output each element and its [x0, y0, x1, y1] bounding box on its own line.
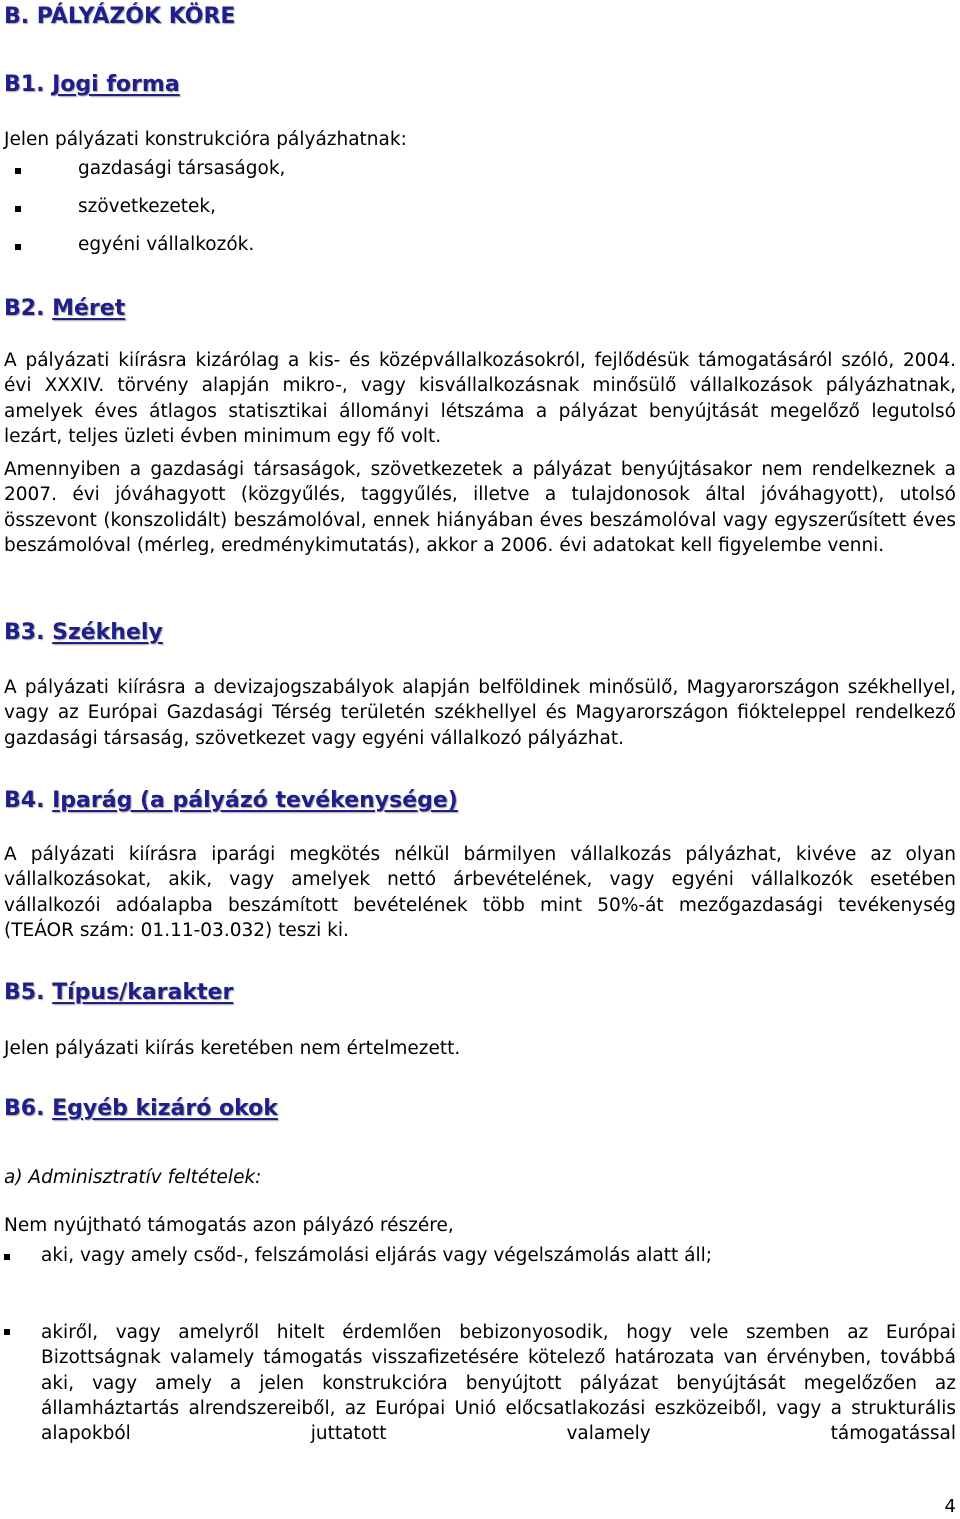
list-item-text: egyéni vállalkozók. — [78, 234, 255, 255]
list-item — [4, 158, 956, 196]
list-item — [4, 1283, 956, 1445]
b1-list — [4, 158, 956, 272]
list-item — [4, 234, 956, 272]
bullet-icon — [15, 168, 21, 174]
list-item — [4, 196, 956, 234]
b4-heading — [4, 788, 458, 813]
page-number: 4 — [944, 1496, 956, 1517]
b3-paragraph: A pályázati kiírásra a devizajogszabályok alapján belföldinek minősülő, Magyarországon székhellyel, vagy az Európai Gazdasági Térség területén székhellyel és Magyarországon fiókteleppel rendelkező gazdasági társaság, szövetkezet vagy egyéni vállalkozó pályázhat. — [4, 677, 956, 749]
b2-title: Méret — [52, 296, 126, 321]
b4-number: B4. — [4, 788, 45, 813]
bullet-icon — [4, 1254, 10, 1260]
b5-heading — [4, 980, 233, 1005]
b2-number: B2. — [4, 296, 45, 321]
b4-paragraph: A pályázati kiírásra iparági megkötés nélkül bármilyen vállalkozás pályázhat, kivéve az olyan vállalkozásokat, akik, vagy amelyek nettó árbevételének, vagy egyéni vállalkozók esetében vállalkozói adóalapba beszámított bevételének több mint 50%-át mezőgazdasági tevékenység (TEÁOR szám: 01.11-03.032) teszi ki. — [4, 844, 956, 941]
b5-title: Típus/karakter — [52, 980, 234, 1005]
bullet-icon — [15, 244, 21, 250]
b3-number: B3. — [4, 620, 45, 645]
b6-title: Egyéb kizáró okok — [52, 1096, 278, 1121]
list-item-text: gazdasági társaságok, — [78, 158, 286, 179]
b5-paragraph: Jelen pályázati kiírás keretében nem értelmezett. — [4, 1038, 461, 1059]
b2-paragraph-2: Amennyiben a gazdasági társaságok, szövetkezetek a pályázat benyújtásakor nem rendelkeznek a 2007. évi jóváhagyott (közgyűlés, taggyűlés, illetve a tulajdonosok által jóváhagyott), utolsó összevont (konszolidált) beszámolóval, ennek hiányában éves beszámolóval vagy egyszerűsített éves beszámolóval (mérleg, eredménykimutatás), akkor a 2006. évi adatokat kell figyelembe venni. — [4, 459, 956, 556]
bullet-icon — [15, 206, 21, 212]
b6-number: B6. — [4, 1096, 45, 1121]
b4-title: Iparág (a pályázó tevékenysége) — [52, 788, 458, 813]
b6-heading — [4, 1096, 278, 1121]
b6-subtitle: a) Adminisztratív feltételek: — [4, 1167, 262, 1188]
b1-title: Jogi forma — [52, 72, 180, 97]
b5-number: B5. — [4, 980, 45, 1005]
b1-intro: Jelen pályázati konstrukcióra pályázhatnak: — [4, 129, 407, 150]
list-item-text: aki, vagy amely csőd-, felszámolási eljárás vagy végelszámolás alatt áll; — [41, 1245, 713, 1266]
b1-heading — [4, 72, 180, 97]
b3-heading — [4, 620, 163, 645]
list-item-text: szövetkezetek, — [78, 196, 217, 217]
b3-title: Székhely — [52, 620, 163, 645]
bullet-icon — [4, 1329, 10, 1335]
list-item-text: akiről, vagy amelyről hitelt érdemlően bebizonyosodik, hogy vele szemben az Európai Bizottságnak valamely támogatás visszafizetésére kötelező határozata van érvényben, továbbá aki, vagy amely a jelen konstrukcióra benyújtott pályázat benyújtását megelőzően az államháztartás alrendszereiből, az Európai Unió előcsatlakozási eszközeiből, vagy a strukturális alapokból juttatott valamely támogatással — [41, 1322, 956, 1445]
section-title: B. PÁLYÁZÓK KÖRE — [4, 4, 236, 29]
b6-intro: Nem nyújtható támogatás azon pályázó részére, — [4, 1215, 454, 1236]
b2-paragraph-1: A pályázati kiírásra kizárólag a kis- és középvállalkozásokról, fejlődésük támogatásáról szóló, 2004. évi XXXIV. törvény alapján mikro-, vagy kisvállalkozásnak minősülő vállalkozások pályázhatnak, amelyek éves átlagos statisztikai állományi létszáma a pályázat benyújtását megelőző legutolsó lezárt, teljes üzleti évben minimum egy fő volt. — [4, 350, 956, 447]
b2-heading — [4, 296, 125, 321]
b6-list — [4, 1245, 956, 1445]
b1-number: B1. — [4, 72, 45, 97]
list-item — [4, 1245, 956, 1283]
